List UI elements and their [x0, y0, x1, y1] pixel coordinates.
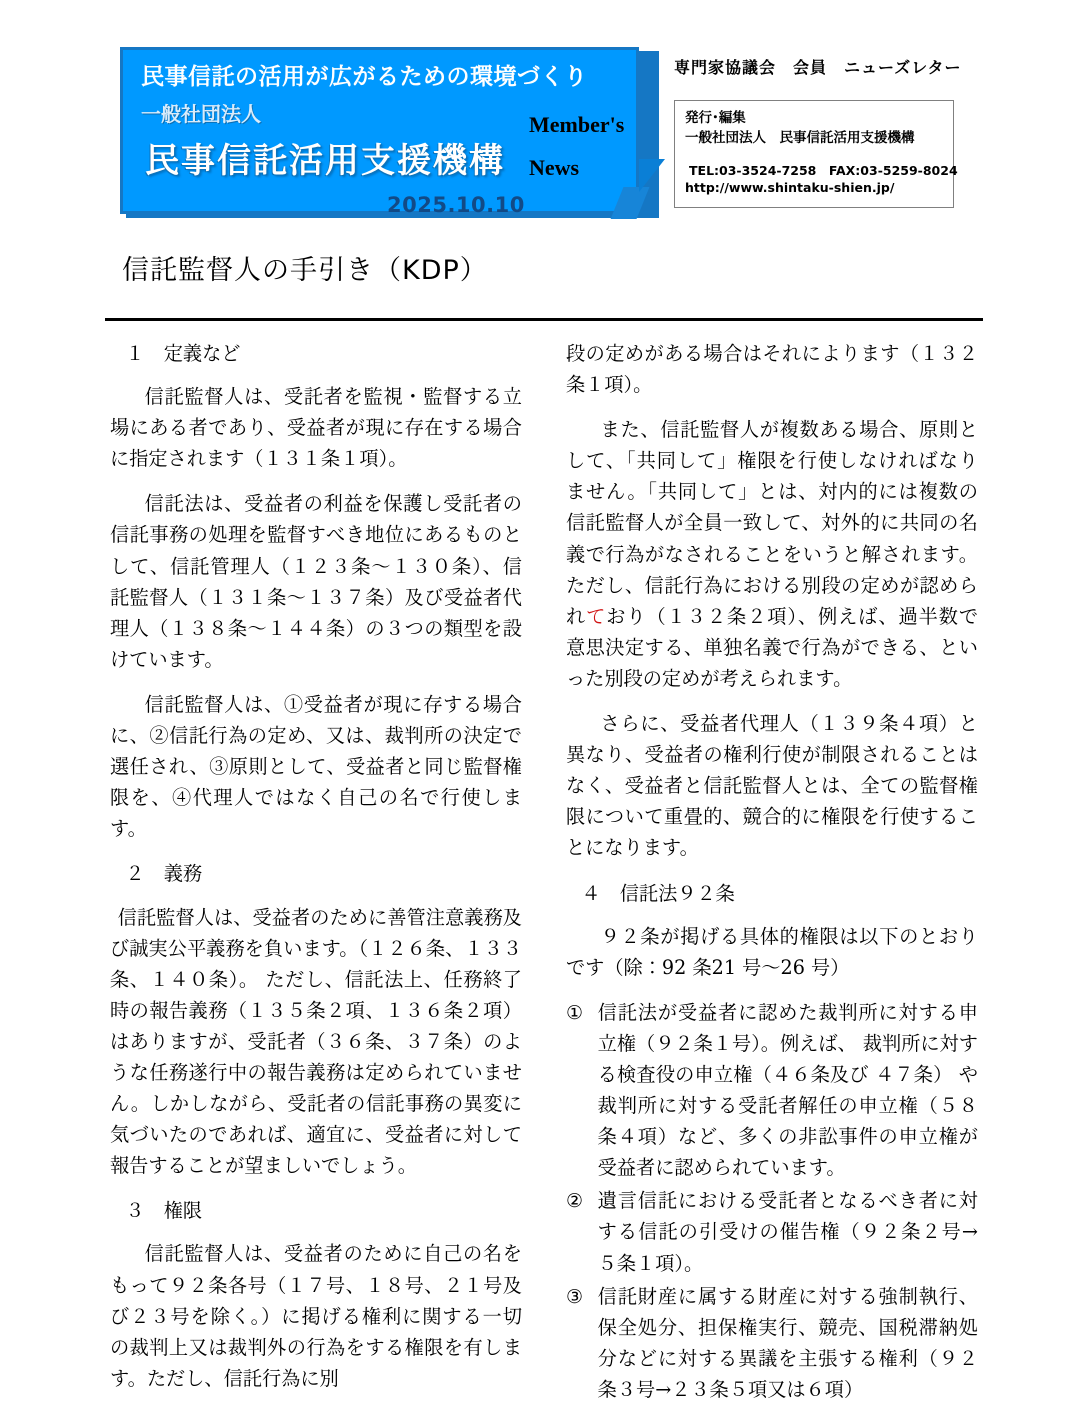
section-heading-2: ２ 義務 [125, 862, 203, 886]
publisher-label: 発行･編集 [685, 110, 746, 126]
banner-members-label: Member's [529, 112, 625, 137]
banner-issue-date: 2025.10.10 [387, 193, 525, 217]
publisher-url[interactable]: http://www.shintaku-shien.jp/ [685, 180, 895, 196]
masthead-banner [120, 47, 665, 222]
list-item [566, 1281, 978, 1405]
numbered-list [566, 997, 978, 1405]
list-item-text: 信託財産に属する財産に対する強制執行、保全処分、担保権実行、競売、国税滞納処分などに対する異議を主張する権利（９２条３号→２３条５項又は６項） [597, 1284, 978, 1401]
list-item [566, 997, 978, 1184]
highlighted-character: て [586, 604, 607, 628]
list-marker: ① [566, 1000, 584, 1024]
banner-organization-name: 民事信託活用支援機構 [145, 141, 505, 181]
publisher-info-box [674, 100, 958, 208]
list-item-text: 遺言信託における受託者となるべき者に対する信託の引受けの催告権（９２条２号→５条１項）。 [597, 1189, 978, 1275]
banner-tagline: 民事信託の活用が広がるための環境づくり [141, 64, 588, 90]
section-heading-4: ４ 信託法９２条 [581, 881, 735, 905]
publisher-contact: TEL:03-3524-7258 FAX:03-5259-8024 [689, 163, 958, 179]
paragraph: ９２条が掲げる具体的権限は以下のとおりです（除：92 条21 号～26 号） [566, 924, 978, 979]
paragraph-text-a: また、信託監督人が複数ある場合、原則として、「共同して」権限を行使しなければなりません。「共同して」とは、対内的には複数の信託監督人が全員一致して、対外的に共同の名義で行為がなされることをいうと解されます。ただし、信託行為における別段の定めが認められ [566, 418, 978, 628]
paragraph: 信託監督人は、受益者のために自己の名をもって９２条各号（１７号、１８号、２１号及び２３号を除く。）に掲げる権利に関する一切の裁判上又は裁判外の行為をする権限を有します。ただし、信託行為に別 [110, 1242, 522, 1390]
paragraph: さらに、受益者代理人（１３９条４項）と異なり、受益者の権利行使が制限されることはなく、受益者と信託監督人とは、全ての監督権限について重畳的、競合的に権限を行使することになります。 [566, 712, 978, 860]
paragraph: 信託監督人は、受益者のために善管注意義務及び誠実公平義務を負います。（１２６条、１３３条、１４０条）。 ただし、信託法上、任務終了時の報告義務（１３５条２項、１３６条２項）はありますが、受託者（３６条、３７条）のような任務遂行中の報告義務は定められていません。しかしながら、受託者の信託事務の異変に気づいたのであれば、適宜に、受益者に対して報告することが望ましいでしょう。 [110, 905, 522, 1178]
banner-body [120, 47, 639, 217]
paragraph: 信託法は、受益者の利益を保護し受託者の信託事務の処理を監督すべき地位にあるものとして、信託管理人（１２３条～１３０条）、信託監督人（１３１条～１３７条）及び受益者代理人（１３８条～１４４条）の３つの類型を設けています。 [110, 492, 522, 671]
newsletter-kicker: 専門家協議会 会員 ニューズレター [674, 58, 962, 77]
publisher-name: 一般社団法人 民事信託活用支援機構 [685, 129, 915, 146]
section-heading-3: ３ 権限 [125, 1199, 203, 1223]
paragraph-text-b: おり（１３２条２項）、例えば、過半数で意思決定する、単独名義で行為ができる、といった別段の定めが考えられます。 [566, 604, 979, 690]
list-item [566, 1185, 978, 1278]
banner-ribbon-tail [639, 159, 665, 192]
title-divider [105, 318, 983, 321]
column-right [566, 338, 978, 1407]
page-header [0, 0, 1088, 232]
section-heading-1: １ 定義など [125, 342, 241, 365]
paragraph: 段の定めがある場合はそれによります（１３２条１項）。 [566, 342, 978, 397]
banner-corporation-type: 一般社団法人 [141, 102, 261, 126]
page-title: 信託監督人の手引き（KDP） [122, 255, 488, 286]
paragraph: 信託監督人は、受託者を監視・監督する立場にある者であり、受益者が現に存在する場合に指定されます（１３１条１項）。 [110, 385, 522, 471]
list-marker: ③ [566, 1284, 584, 1308]
banner-news-label: News [529, 155, 580, 180]
column-left [110, 338, 522, 1408]
list-item-text: 信託法が受益者に認めた裁判所に対する申立権（９２条１号）。例えば、 裁判所に対する検査役の申立権（４６条及び ４７条） や裁判所に対する受託者解任の申立権（５８条４項）など、多くの非訟事件の申立権が受益者に認められています。 [597, 1000, 978, 1180]
paragraph-with-highlight [566, 414, 978, 694]
list-marker: ② [566, 1189, 584, 1213]
paragraph: 信託監督人は、①受益者が現に存する場合に、②信託行為の定め、又は、裁判所の決定で選任され、③原則として、受益者と同じ監督権限を、④代理人ではなく自己の名で行使します。 [110, 692, 522, 841]
